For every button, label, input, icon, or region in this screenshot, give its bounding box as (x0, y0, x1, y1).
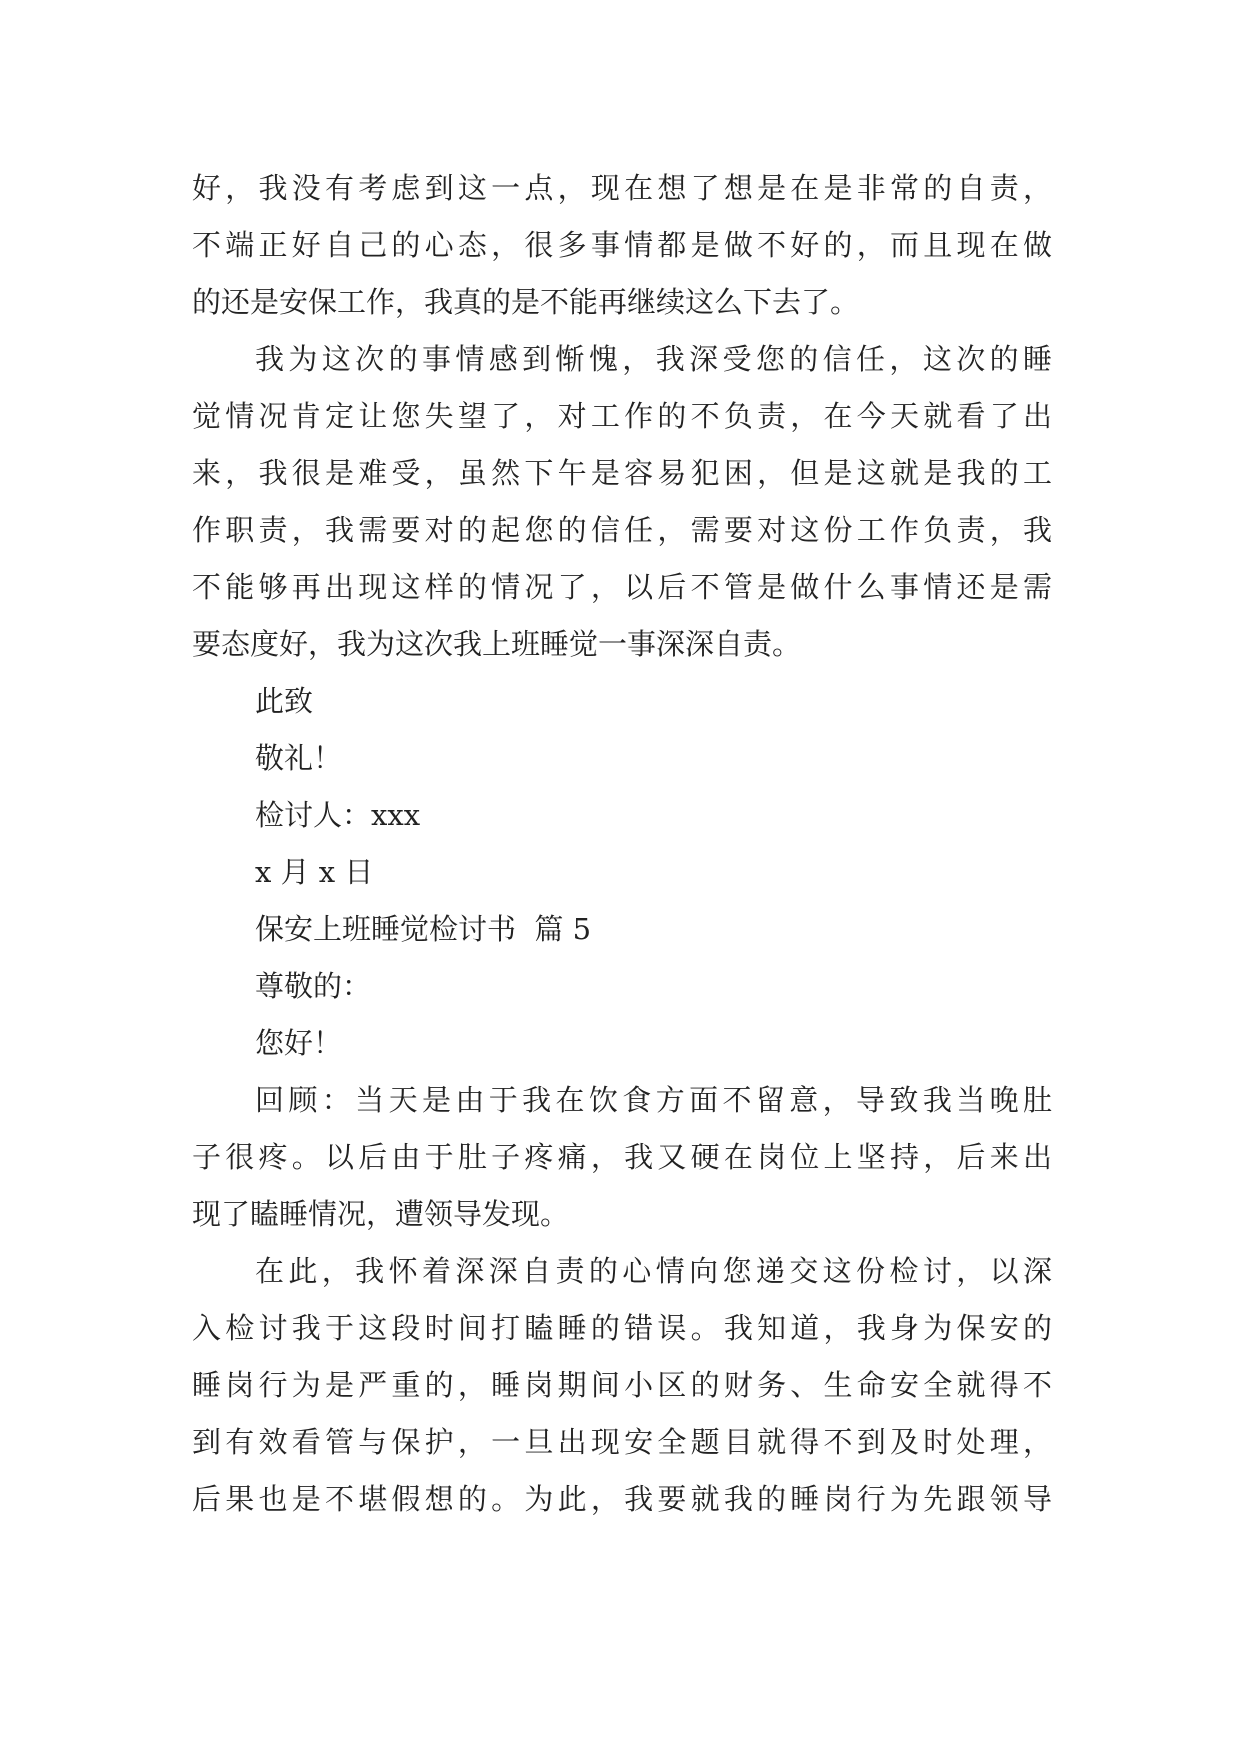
text-line: 回顾：当天是由于我在饮食方面不留意，导致我当晚肚 (255, 1083, 1052, 1117)
closing-line: 此致 (255, 684, 314, 718)
text-line: 来，我很是难受，虽然下午是容易犯困，但是这就是我的工 (192, 456, 1052, 490)
text-line: 觉情况肯定让您失望了，对工作的不负责，在今天就看了出 (192, 399, 1052, 433)
text-line: 不能够再出现这样的情况了，以后不管是做什么事情还是需 (192, 570, 1052, 604)
text-line: 要态度好，我为这次我上班睡觉一事深深自责。 (192, 627, 802, 661)
text-line: 在此，我怀着深深自责的心情向您递交这份检讨，以深 (255, 1254, 1052, 1288)
text-line: 我为这次的事情感到惭愧，我深受您的信任，这次的睡 (255, 342, 1052, 376)
text-line: 到有效看管与保护，一旦出现安全题目就得不到及时处理， (192, 1425, 1052, 1459)
text-line: 现了瞌睡情况，遭领导发现。 (192, 1197, 570, 1231)
text-line: 好，我没有考虑到这一点，现在想了想是在是非常的自责， (192, 171, 1052, 205)
salutation-line: 尊敬的： (255, 969, 372, 1003)
date-line: x 月 x 日 (255, 855, 374, 889)
text-line: 睡岗行为是严重的，睡岗期间小区的财务、生命安全就得不 (192, 1368, 1052, 1402)
text-line: 不端正好自己的心态，很多事情都是做不好的，而且现在做 (192, 228, 1052, 262)
section-title: 保安上班睡觉检讨书 篇 5 (255, 912, 592, 946)
greeting-line: 您好！ (255, 1026, 343, 1060)
text-line: 作职责，我需要对的起您的信任，需要对这份工作负责，我 (192, 513, 1052, 547)
text-line: 子很疼。以后由于肚子疼痛，我又硬在岗位上坚持，后来出 (192, 1140, 1052, 1174)
text-line: 后果也是不堪假想的。为此，我要就我的睡岗行为先跟领导 (192, 1482, 1052, 1516)
text-line: 入检讨我于这段时间打瞌睡的错误。我知道，我身为保安的 (192, 1311, 1052, 1345)
text-line: 的还是安保工作，我真的是不能再继续这么下去了。 (192, 285, 860, 319)
signature-line: 检讨人：xxx (255, 798, 421, 832)
closing-line: 敬礼！ (255, 741, 343, 775)
